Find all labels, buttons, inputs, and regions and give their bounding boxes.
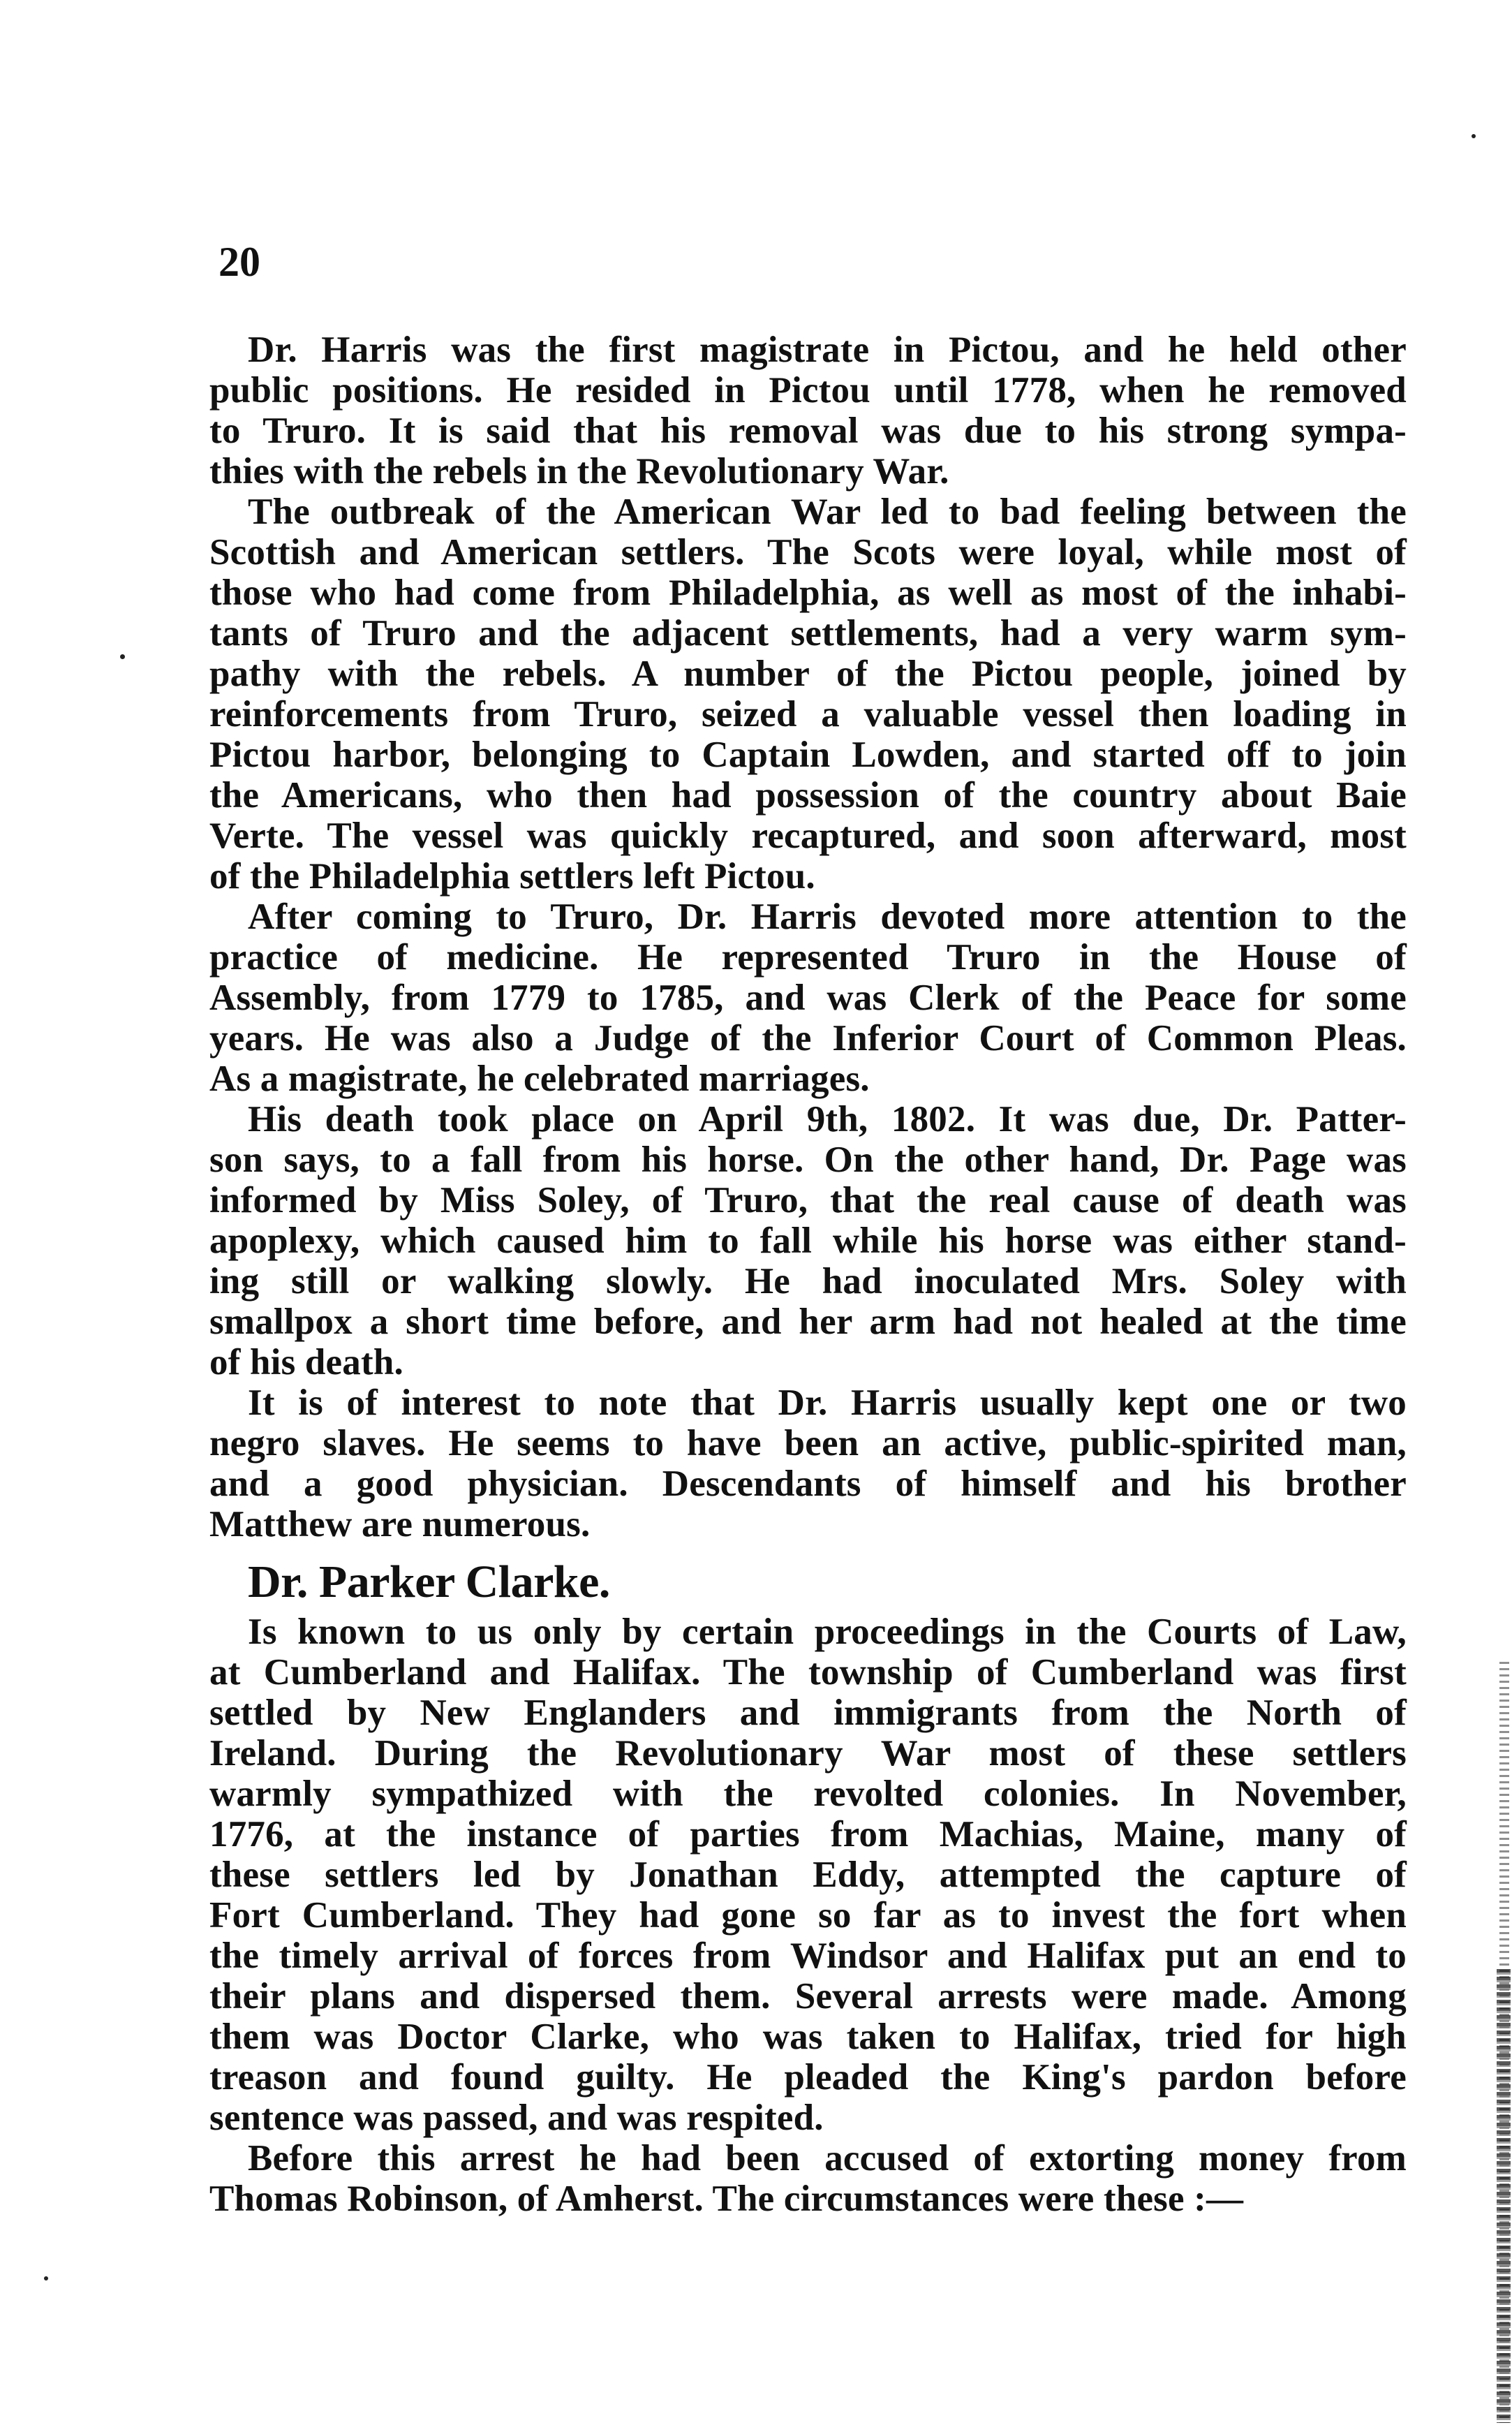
text-line: and a good physician. Descendants of himself and his brother: [209, 1464, 1407, 1504]
text-line: As a magistrate, he celebrated marriages.: [209, 1059, 870, 1099]
text-line: the Americans, who then had possession of the country about Baie: [209, 775, 1407, 816]
text-line: Assembly, from 1779 to 1785, and was Clerk of the Peace for some: [209, 978, 1407, 1018]
text-line: smallpox a short time before, and her arm had not healed at the time: [209, 1302, 1407, 1342]
text-line: pathy with the rebels. A number of the Pictou people, joined by: [209, 654, 1407, 694]
text-line: Thomas Robinson, of Amherst. The circumstances were these :—: [209, 2179, 1244, 2219]
text-line: Dr. Harris was the first magistrate in Pictou, and he held other: [248, 330, 1407, 370]
text-line: ing still or walking slowly. He had inoculated Mrs. Soley with: [209, 1261, 1407, 1302]
text-line: public positions. He resided in Pictou until 1778, when he removed: [209, 370, 1407, 411]
text-line: Scottish and American settlers. The Scots were loyal, while most of: [209, 532, 1407, 573]
scan-speck: [120, 654, 125, 659]
paragraph: [209, 897, 1407, 1099]
text-line: their plans and dispersed them. Several arrests were made. Among: [209, 1976, 1407, 2017]
body-text-bottom: [209, 1612, 1407, 2219]
text-line: Is known to us only by certain proceedings in the Courts of Law,: [248, 1612, 1407, 1652]
text-line: sentence was passed, and was respited.: [209, 2098, 824, 2138]
text-line: Ireland. During the Revolutionary War most of these settlers: [209, 1733, 1407, 1774]
text-line: Matthew are numerous.: [209, 1504, 591, 1545]
paragraph: [209, 330, 1407, 492]
text-line: tants of Truro and the adjacent settlements, had a very warm sym-: [209, 613, 1407, 654]
text-line: Verte. The vessel was quickly recaptured, and soon afterward, most: [209, 816, 1407, 856]
paragraph: [209, 492, 1407, 897]
text-line: After coming to Truro, Dr. Harris devoted more attention to the: [248, 897, 1407, 937]
text-line: of his death.: [209, 1342, 403, 1383]
text-line: at Cumberland and Halifax. The township of Cumberland was first: [209, 1652, 1407, 1693]
scan-edge-noise: [1497, 1969, 1511, 2423]
text-line: Fort Cumberland. They had gone so far as to invest the fort when: [209, 1895, 1407, 1936]
paragraph: [209, 1099, 1407, 1383]
text-line: years. He was also a Judge of the Inferior Court of Common Pleas.: [209, 1018, 1407, 1059]
paragraph: [209, 2138, 1407, 2219]
paragraph: [209, 1383, 1407, 1545]
text-line: these settlers led by Jonathan Eddy, attempted the capture of: [209, 1855, 1407, 1895]
text-line: practice of medicine. He represented Truro in the House of: [209, 937, 1407, 978]
scan-speck: [1472, 134, 1476, 138]
page-number: 20: [218, 239, 260, 285]
scan-speck: [44, 2276, 48, 2280]
text-line: 1776, at the instance of parties from Machias, Maine, many of: [209, 1814, 1407, 1855]
text-line: to Truro. It is said that his removal was due to his strong sympa-: [209, 411, 1407, 451]
text-line: informed by Miss Soley, of Truro, that the real cause of death was: [209, 1180, 1407, 1221]
text-line: of the Philadelphia settlers left Pictou.: [209, 856, 815, 897]
text-line: thies with the rebels in the Revolutionary War.: [209, 451, 949, 492]
text-line: son says, to a fall from his horse. On the other hand, Dr. Page was: [209, 1140, 1407, 1180]
text-line: those who had come from Philadelphia, as well as most of the inhabi-: [209, 573, 1407, 613]
body-text-top: [209, 330, 1407, 1545]
text-line: apoplexy, which caused him to fall while his horse was either stand-: [209, 1221, 1407, 1261]
text-line: negro slaves. He seems to have been an active, public-spirited man,: [209, 1423, 1407, 1464]
text-line: settled by New Englanders and immigrants from the North of: [209, 1693, 1407, 1733]
text-line: the timely arrival of forces from Windsor and Halifax put an end to: [209, 1936, 1407, 1976]
text-line: reinforcements from Truro, seized a valuable vessel then loading in: [209, 694, 1407, 735]
section-heading: Dr. Parker Clarke.: [248, 1556, 610, 1607]
text-line: The outbreak of the American War led to bad feeling between the: [248, 492, 1407, 532]
text-line: It is of interest to note that Dr. Harris usually kept one or two: [248, 1383, 1407, 1423]
paragraph: [209, 1612, 1407, 2138]
text-line: Before this arrest he had been accused of extorting money from: [248, 2138, 1407, 2179]
text-line: His death took place on April 9th, 1802. It was due, Dr. Patter-: [248, 1099, 1407, 1140]
text-line: treason and found guilty. He pleaded the King's pardon before: [209, 2057, 1407, 2098]
text-line: Pictou harbor, belonging to Captain Lowden, and started off to join: [209, 735, 1407, 775]
text-line: warmly sympathized with the revolted colonies. In November,: [209, 1774, 1407, 1814]
text-line: them was Doctor Clarke, who was taken to Halifax, tried for high: [209, 2017, 1407, 2057]
